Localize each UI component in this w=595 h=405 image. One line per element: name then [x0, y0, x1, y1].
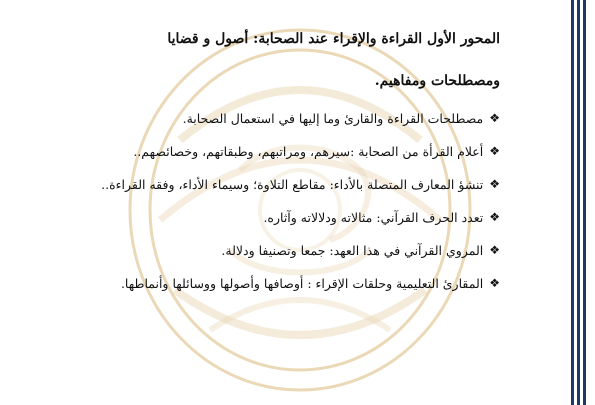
diamond-bullet-icon: ❖	[489, 276, 500, 290]
diamond-bullet-icon: ❖	[489, 177, 500, 191]
list-item-text: المروي القرآني في هذا العهد: جمعا وتصنيفا ودلالة.	[221, 243, 484, 258]
topic-list	[100, 110, 500, 292]
diamond-bullet-icon: ❖	[489, 210, 500, 224]
list-item	[100, 209, 500, 226]
list-item-text: تعدد الحرف القرآني: مثالاته ودلالاته وآثاره.	[263, 210, 484, 225]
list-item-text: تنشؤ المعارف المتصلة بالأداء: مقاطع التلاوة؛ وسيماء الأداء، وفقه القراءة..	[101, 177, 484, 192]
list-item	[100, 275, 500, 292]
list-item-text: أعلام القرأة من الصحابة :سيرهم، ومراتبهم، وطبقاتهم، وخصائصهم..	[133, 144, 484, 159]
list-item	[100, 176, 500, 193]
diamond-bullet-icon: ❖	[489, 243, 500, 257]
page-border	[565, 0, 595, 405]
list-item-text: مصطلحات القراءة والقارئ وما إليها في استعمال الصحابة.	[182, 111, 484, 126]
document-content	[100, 18, 500, 308]
section-heading: المحور الأول القراءة والإقراء عند الصحابة: أصول و قضايا ومصطلحات ومفاهيم.	[167, 31, 500, 89]
list-item	[100, 242, 500, 259]
diamond-bullet-icon: ❖	[489, 144, 500, 158]
diamond-bullet-icon: ❖	[489, 111, 500, 125]
list-item	[100, 143, 500, 160]
list-item	[100, 110, 500, 127]
list-item-text: المقارئ التعليمية وحلقات الإقراء : أوصافها وأصولها ووسائلها وأنماطها.	[120, 276, 484, 291]
